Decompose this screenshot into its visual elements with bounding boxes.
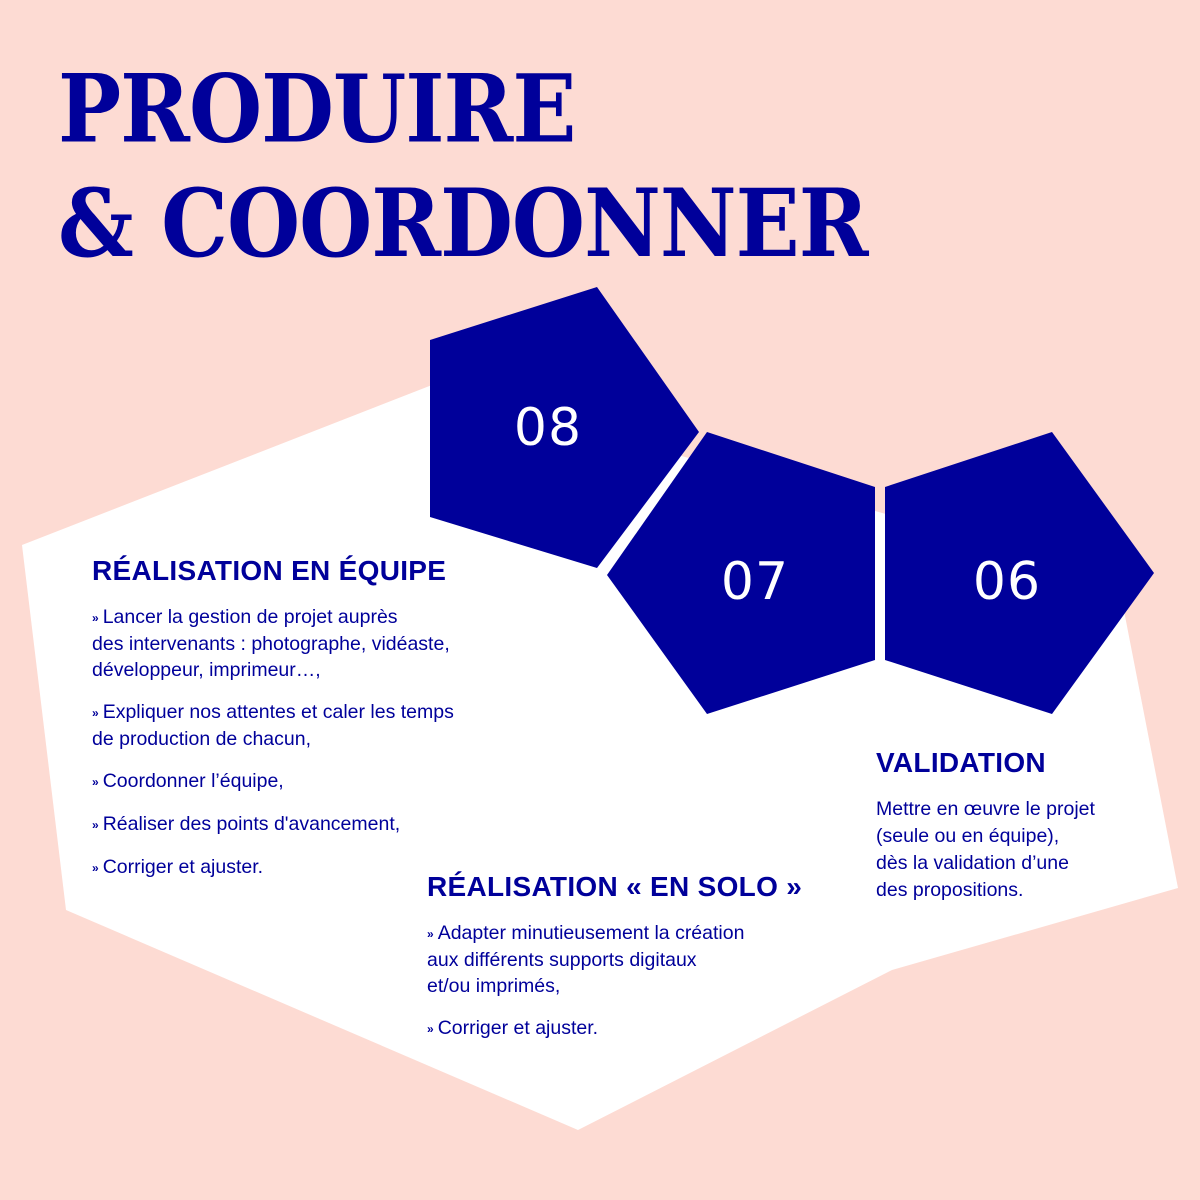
list-item [92,699,454,752]
step-number-07: 07 [720,552,790,612]
validation-text [876,796,1095,904]
list-item-line: Lancer la gestion de projet auprès [102,606,398,628]
list-item-line: développeur, imprimeur…, [92,659,321,681]
solo-list [427,920,744,1058]
title-line-2: & COORDONNER [58,167,868,279]
list-item-line: Coordonner l’équipe, [102,770,284,792]
list-item [92,604,454,683]
list-item-line: Expliquer nos attentes et caler les temps [102,701,454,723]
validation-heading: VALIDATION [876,747,1046,778]
list-item-line: aux différents supports digitaux [427,949,697,971]
list-item-line: des intervenants : photographe, vidéaste, [92,633,450,655]
list-item [427,920,744,999]
team-heading: RÉALISATION EN ÉQUIPE [92,555,447,586]
solo-heading: RÉALISATION « EN SOLO » [427,871,803,902]
validation-line: (seule ou en équipe), [876,825,1060,847]
validation-line: Mettre en œuvre le projet [876,798,1095,820]
double-chevron-right-icon: » [92,818,99,832]
list-item-line: Réaliser des points d'avancement, [102,813,401,835]
double-chevron-right-icon: » [92,861,99,875]
title-line-1: PRODUIRE [58,53,576,165]
list-item [92,768,454,795]
list-item [92,811,454,838]
list-item-line: Adapter minutieusement la création [437,922,745,944]
list-item-line: de production de chacun, [92,728,311,750]
list-item [92,854,454,881]
page-title [58,52,868,280]
validation-line: dès la validation d’une [876,852,1069,874]
double-chevron-right-icon: » [427,927,434,941]
validation-line: des propositions. [876,879,1024,901]
list-item [427,1015,744,1042]
list-item-line: et/ou imprimés, [427,975,561,997]
team-list [92,604,454,897]
step-number-06: 06 [972,552,1042,612]
double-chevron-right-icon: » [427,1022,434,1036]
double-chevron-right-icon: » [92,611,99,625]
double-chevron-right-icon: » [92,775,99,789]
list-item-line: Corriger et ajuster. [437,1017,599,1039]
double-chevron-right-icon: » [92,706,99,720]
list-item-line: Corriger et ajuster. [102,856,264,878]
step-number-08: 08 [513,398,583,458]
